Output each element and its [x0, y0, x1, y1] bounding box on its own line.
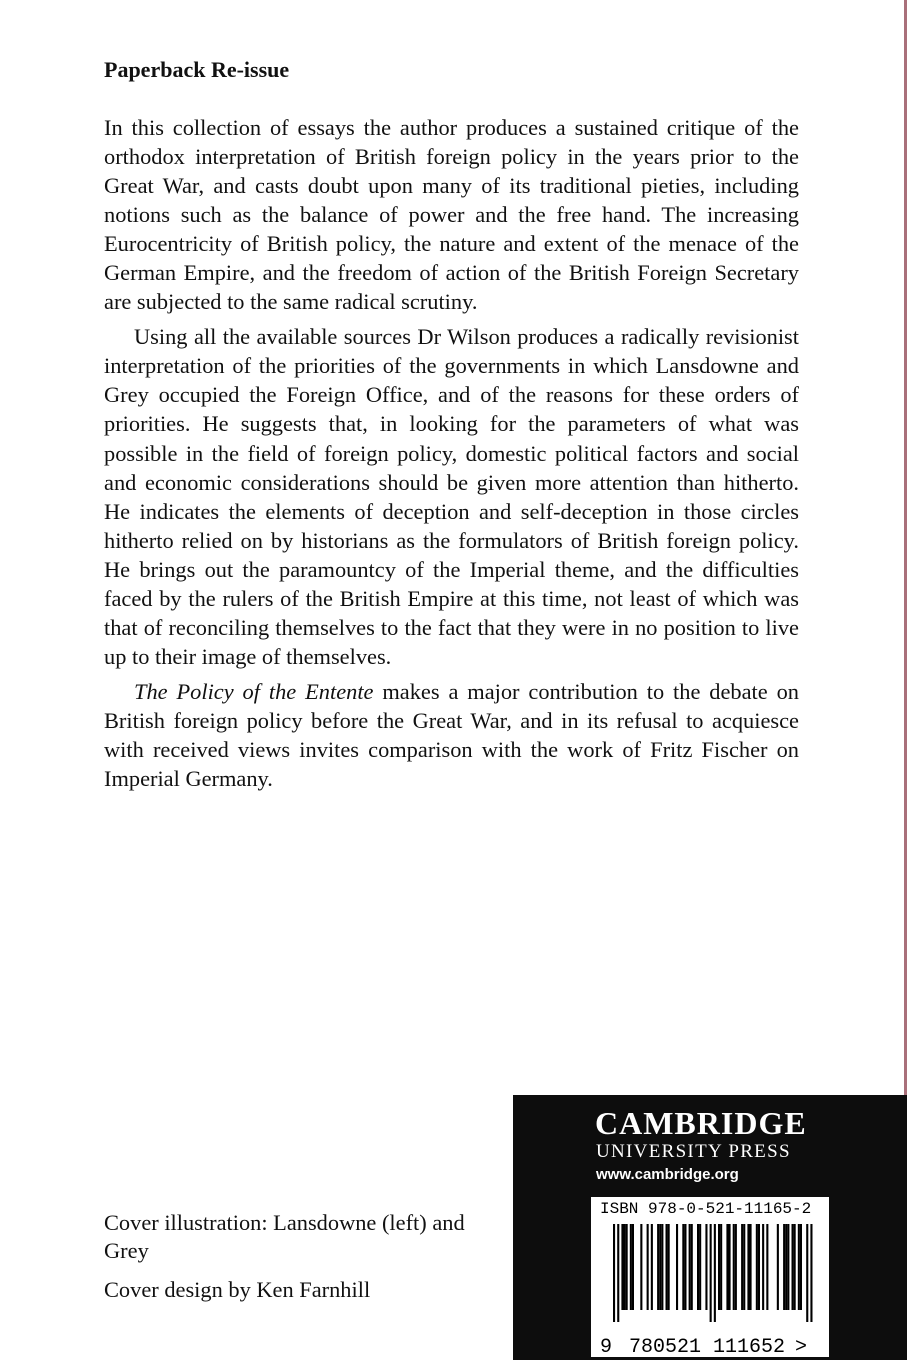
- barcode-bar: [743, 1224, 745, 1310]
- barcode-bar: [666, 1224, 668, 1310]
- barcode-end-mark: >: [795, 1336, 808, 1357]
- barcode-bar: [710, 1224, 712, 1322]
- barcode-bars: [613, 1224, 813, 1322]
- publisher-url: www.cambridge.org: [596, 1166, 739, 1183]
- blurb-paragraph-3: [104, 677, 799, 793]
- blurb-paragraph-2: Using all the available sources Dr Wilson produces a radically revisionist interpretation of the priorities of the governments in which Lansdowne and Grey occupied the Foreign Office, and of the reasons for these orders of priorities. He suggests that, in looking for the parameters of what was possible in the field of foreign policy, domestic political factors and social and economic considerations should be given more attention than hitherto. He indicates the elements of deception and self-deception in those circles hitherto relied on by historians as the formulators of British foreign policy. He brings out the paramountcy of the Imperial theme, and the difficulties faced by the rulers of the British Empire at this time, not least of which was that of reconciling themselves to the fact that they were in no position to live up to their image of themselves.: [104, 324, 799, 669]
- barcode-bar: [810, 1224, 812, 1322]
- barcode-bar: [785, 1224, 787, 1310]
- publisher-name: CAMBRIDGE: [595, 1105, 807, 1141]
- barcode-bar: [787, 1224, 789, 1310]
- barcode-bar: [632, 1224, 634, 1310]
- barcode-bar: [640, 1224, 642, 1310]
- barcode-bar: [624, 1224, 626, 1310]
- blurb-paragraph-1: In this collection of essays the author produces a sustained critique of the orthodox interpretation of British foreign policy in the years prior to the Great War, and casts doubt upon many of its traditional pieties, including notions such as the balance of power and the free hand. The increasing Eurocentricity of British policy, the nature and extent of the menace of the German Empire, and the freedom of action of the British Foreign Secretary are subjected to the same radical scrutiny.: [104, 115, 799, 315]
- barcode-bar: [792, 1224, 794, 1310]
- barcode-bar: [661, 1224, 663, 1310]
- barcode-first-digit: 9: [600, 1336, 613, 1357]
- barcode-bar: [806, 1224, 808, 1322]
- barcode-bar: [756, 1224, 758, 1310]
- barcode-bar: [676, 1224, 678, 1310]
- barcode-bar: [718, 1224, 720, 1310]
- barcode-bar: [682, 1224, 684, 1310]
- page-heading: Paperback Re-issue: [104, 57, 290, 82]
- barcode-bar: [733, 1224, 735, 1310]
- barcode-bar: [794, 1224, 796, 1310]
- cover-illustration-credit: Cover illustration: Lansdowne (left) and Grey: [104, 1210, 465, 1263]
- barcode-panel: [591, 1197, 829, 1357]
- barcode-bar: [800, 1224, 802, 1310]
- barcode-bar: [617, 1224, 619, 1322]
- barcode-bar: [691, 1224, 693, 1310]
- barcode-bar: [714, 1224, 716, 1322]
- barcode-bar: [762, 1224, 764, 1310]
- barcode-bar: [689, 1224, 691, 1310]
- blurb-paragraph-3-text: makes a major contribution to the debate on British foreign policy before the Great War, and in its refusal to acquiesce with received views invites comparison with the work of Fritz Fischer on Imperial Germany.: [104, 678, 799, 792]
- barcode-bar: [659, 1224, 661, 1310]
- barcode-bar: [630, 1224, 632, 1310]
- barcode-bar: [741, 1224, 743, 1310]
- barcode-bar: [699, 1224, 701, 1310]
- blurb-text: [104, 113, 799, 799]
- barcode-bar: [621, 1224, 623, 1310]
- publisher-subtitle: UNIVERSITY PRESS: [596, 1141, 791, 1162]
- barcode-left-digits: 780521: [629, 1336, 702, 1357]
- barcode-bar: [705, 1224, 707, 1310]
- barcode-bar: [758, 1224, 760, 1310]
- barcode-bar: [726, 1224, 728, 1310]
- barcode-bar: [684, 1224, 686, 1310]
- barcode-bar: [798, 1224, 800, 1310]
- cover-design-credit: Cover design by Ken Farnhill: [104, 1277, 371, 1302]
- barcode-bar: [783, 1224, 785, 1310]
- cover-credits: [104, 1209, 504, 1304]
- barcode-right-digits: 111652: [713, 1336, 786, 1357]
- publisher-block: [513, 1095, 907, 1360]
- barcode-bar: [651, 1224, 653, 1310]
- barcode-bar: [735, 1224, 737, 1310]
- barcode-bar: [613, 1224, 615, 1322]
- barcode-bar: [750, 1224, 752, 1310]
- barcode-bar: [777, 1224, 779, 1310]
- barcode-bar: [697, 1224, 699, 1310]
- barcode-bar: [647, 1224, 649, 1310]
- barcode-bar: [747, 1224, 749, 1310]
- barcode-bar: [626, 1224, 628, 1310]
- barcode-bar: [720, 1224, 722, 1310]
- barcode-graphic: [591, 1222, 829, 1357]
- barcode-bar: [766, 1224, 768, 1310]
- book-title-italic: The Policy of the Entente: [134, 678, 374, 704]
- isbn-label: ISBN 978-0-521-11165-2: [600, 1200, 812, 1218]
- barcode-bar: [657, 1224, 659, 1310]
- barcode-bar: [729, 1224, 731, 1310]
- barcode-bar: [668, 1224, 670, 1310]
